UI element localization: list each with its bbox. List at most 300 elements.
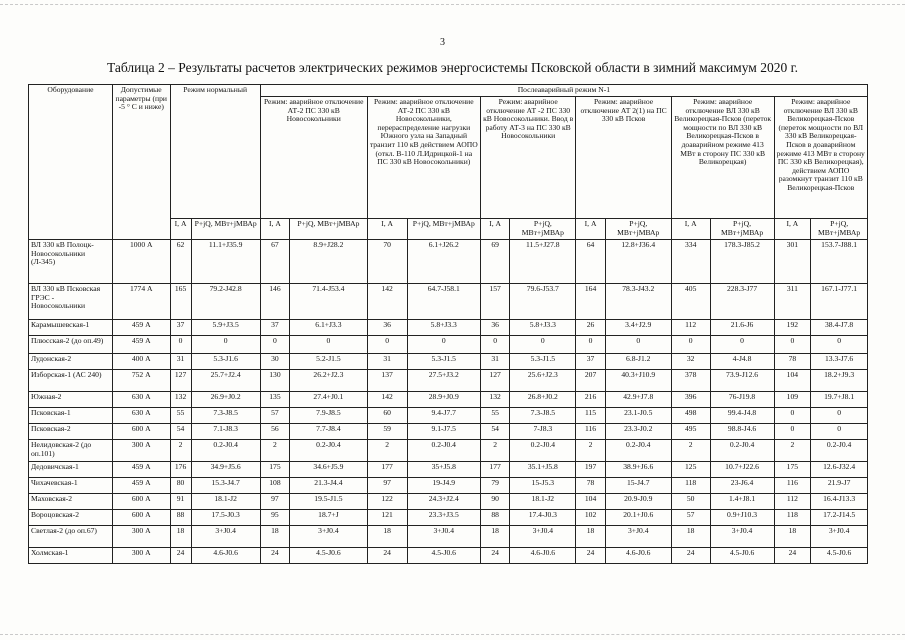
table-row	[29, 370, 868, 392]
current-value: 177	[480, 462, 509, 478]
header-allowed-params: Допустимые параметры (при -5 ° С и ниже)	[112, 85, 170, 240]
power-value: 0	[510, 336, 576, 354]
equipment-name: Нелидовская-2 (до оп.101)	[29, 440, 113, 462]
current-value: 495	[671, 424, 710, 440]
current-value: 78	[576, 478, 605, 494]
header-equipment: Оборудование	[29, 85, 113, 240]
power-value: 153.7-J88.1	[811, 240, 868, 284]
power-value: 5.3-J1.5	[407, 354, 480, 370]
power-value: 27.4+J0.1	[290, 392, 368, 408]
equipment-name: Холмская-1	[29, 548, 113, 564]
allowed-current: 600 А	[112, 510, 170, 526]
current-value: 97	[260, 494, 289, 510]
current-value: 125	[671, 462, 710, 478]
table-row	[29, 510, 868, 526]
power-value: 4.5-J0.6	[710, 548, 774, 564]
current-value: 177	[367, 462, 407, 478]
allowed-current: 630 А	[112, 408, 170, 424]
current-value: 137	[367, 370, 407, 392]
power-value: 4.5-J0.6	[407, 548, 480, 564]
current-value: 311	[774, 284, 811, 320]
power-value: 11.5+J27.8	[510, 240, 576, 284]
current-value: 60	[367, 408, 407, 424]
power-value: 16.4-J13.3	[811, 494, 868, 510]
power-value: 5.9+J3.5	[191, 320, 260, 336]
current-value: 50	[671, 494, 710, 510]
power-value: 3+J0.4	[191, 526, 260, 548]
power-value: 3+J0.4	[407, 526, 480, 548]
current-value: 0	[774, 336, 811, 354]
power-value: 38.9+J6.6	[605, 462, 671, 478]
current-value: 216	[576, 392, 605, 408]
current-value: 2	[576, 440, 605, 462]
header-mode-3: Режим: аварийное отключение АТ -2 ПС 330 кВ Новосокольники. Ввод в работу АТ-3 на ПС 330 кВ Новосокольники	[480, 97, 575, 219]
power-value: 0	[290, 336, 368, 354]
current-value: 26	[576, 320, 605, 336]
equipment-name: Чихачевская-1	[29, 478, 113, 494]
current-value: 142	[367, 392, 407, 408]
current-value: 18	[576, 526, 605, 548]
unit-power: P+jQ, МВт+jМВАр	[605, 219, 671, 240]
unit-current: I, А	[260, 219, 289, 240]
power-value: 18.1-J2	[510, 494, 576, 510]
current-value: 207	[576, 370, 605, 392]
table-body	[29, 240, 868, 564]
current-value: 165	[170, 284, 191, 320]
current-value: 112	[671, 320, 710, 336]
current-value: 0	[576, 336, 605, 354]
current-value: 18	[170, 526, 191, 548]
unit-current: I, А	[367, 219, 407, 240]
power-value: 73.9-J12.6	[710, 370, 774, 392]
equipment-name: Лудонская-2	[29, 354, 113, 370]
current-value: 122	[367, 494, 407, 510]
power-value: 0.9+J10.3	[710, 510, 774, 526]
power-value: 3+J0.4	[510, 526, 576, 548]
power-value: 7.3-J8.5	[191, 408, 260, 424]
equipment-name: Светлая-2 (до оп.67)	[29, 526, 113, 548]
current-value: 104	[576, 494, 605, 510]
current-value: 157	[480, 284, 509, 320]
current-value: 175	[774, 462, 811, 478]
current-value: 176	[170, 462, 191, 478]
current-value: 498	[671, 408, 710, 424]
equipment-name: Маховская-2	[29, 494, 113, 510]
allowed-current: 459 А	[112, 478, 170, 494]
allowed-current: 459 А	[112, 320, 170, 336]
table-row	[29, 440, 868, 462]
current-value: 80	[170, 478, 191, 494]
equipment-name: Вороцовская-2	[29, 510, 113, 526]
power-value: 4.5-J0.6	[811, 548, 868, 564]
current-value: 102	[576, 510, 605, 526]
allowed-current: 459 А	[112, 462, 170, 478]
header-mode-2: Режим: аварийное отключение АТ-2 ПС 330 кВ Новосокольники, перераспределение нагрузки Южного узла на Западный транзит 110 кВ действием АОПО (откл. В-110 Л.Идрицкой-1 на ПС 330 кВ Новосокольники)	[367, 97, 480, 219]
table-row	[29, 526, 868, 548]
power-value: 19.7+J8.1	[811, 392, 868, 408]
table-row	[29, 424, 868, 440]
current-value: 0	[260, 336, 289, 354]
current-value: 0	[480, 336, 509, 354]
power-value: 64.7-J58.1	[407, 284, 480, 320]
power-value: 0	[191, 336, 260, 354]
current-value: 112	[774, 494, 811, 510]
allowed-current: 1000 А	[112, 240, 170, 284]
current-value: 90	[480, 494, 509, 510]
current-value: 164	[576, 284, 605, 320]
current-value: 70	[367, 240, 407, 284]
power-value: 6.1+J3.3	[290, 320, 368, 336]
current-value: 24	[170, 548, 191, 564]
current-value: 31	[367, 354, 407, 370]
power-value: 4.6-J0.6	[510, 548, 576, 564]
power-value: 23-J6.4	[710, 478, 774, 494]
current-value: 132	[480, 392, 509, 408]
table-row	[29, 354, 868, 370]
table-row	[29, 240, 868, 284]
current-value: 57	[671, 510, 710, 526]
current-value: 88	[170, 510, 191, 526]
unit-power: P+jQ, МВт+jМВАр	[290, 219, 368, 240]
power-value: 18.1-J2	[191, 494, 260, 510]
equipment-name: ВЛ 330 кВ Псковская ГРЭС - Новосокольники	[29, 284, 113, 320]
unit-current: I, А	[671, 219, 710, 240]
power-value: 98.8-J4.6	[710, 424, 774, 440]
table-row	[29, 320, 868, 336]
power-value: 0	[605, 336, 671, 354]
header-mode-6: Режим: аварийное отключение ВЛ 330 кВ Великорецкая-Псков (переток мощности по ВЛ 330 кВ Великорецкая-Псков в доаварийном режиме 413 МВт в сторону ПС 330 кВ Великорецкая), действием АОПО разомкнут транзит 110 кВ Великорецкая-Псков	[774, 97, 867, 219]
current-value: 31	[480, 354, 509, 370]
power-value: 0.2-J0.4	[290, 440, 368, 462]
current-value: 36	[480, 320, 509, 336]
current-value: 24	[367, 548, 407, 564]
current-value: 37	[260, 320, 289, 336]
power-value: 13.3-J7.6	[811, 354, 868, 370]
equipment-name: Южная-2	[29, 392, 113, 408]
current-value: 79	[480, 478, 509, 494]
power-value: 0	[710, 336, 774, 354]
table-row	[29, 392, 868, 408]
power-value: 4.6-J0.6	[191, 548, 260, 564]
power-value: 5.2-J1.5	[290, 354, 368, 370]
power-value: 42.9+J7.8	[605, 392, 671, 408]
equipment-name: Карамышевская-1	[29, 320, 113, 336]
top-border-line	[0, 4, 905, 5]
power-value: 5.8+J3.3	[407, 320, 480, 336]
current-value: 55	[480, 408, 509, 424]
current-value: 108	[260, 478, 289, 494]
header-mode-4: Режим: аварийное отключение АТ 2(1) на ПС 330 кВ Псков	[576, 97, 671, 219]
current-value: 67	[260, 240, 289, 284]
equipment-name: Псковская-2	[29, 424, 113, 440]
current-value: 55	[170, 408, 191, 424]
power-value: 25.7+J2.4	[191, 370, 260, 392]
allowed-current: 300 А	[112, 526, 170, 548]
allowed-current: 600 А	[112, 494, 170, 510]
power-value: 7.7-J8.4	[290, 424, 368, 440]
power-value: 7.9-J8.5	[290, 408, 368, 424]
power-value: 15-J5.3	[510, 478, 576, 494]
unit-current: I, А	[170, 219, 191, 240]
allowed-current: 600 А	[112, 424, 170, 440]
current-value: 24	[480, 548, 509, 564]
current-value: 109	[774, 392, 811, 408]
power-value: 0.2-J0.4	[407, 440, 480, 462]
current-value: 132	[170, 392, 191, 408]
power-value: 167.1-J77.1	[811, 284, 868, 320]
current-value: 18	[774, 526, 811, 548]
power-value: 0.2-J0.4	[510, 440, 576, 462]
current-value: 0	[774, 408, 811, 424]
power-value: 9.1-J7.5	[407, 424, 480, 440]
current-value: 78	[774, 354, 811, 370]
table-title: Таблица 2 – Результаты расчетов электрических режимов энергосистемы Псковской области в зимний максимум 2020 г.	[107, 60, 798, 75]
current-value: 2	[774, 440, 811, 462]
current-value: 116	[774, 478, 811, 494]
current-value: 301	[774, 240, 811, 284]
allowed-current: 752 А	[112, 370, 170, 392]
power-value: 0	[407, 336, 480, 354]
power-value: 40.3+J10.9	[605, 370, 671, 392]
table-row	[29, 478, 868, 494]
power-value: 19.5-J1.5	[290, 494, 368, 510]
power-value: 21.9-J7	[811, 478, 868, 494]
unit-power: P+jQ, МВт+jМВАр	[510, 219, 576, 240]
current-value: 36	[367, 320, 407, 336]
table-row	[29, 548, 868, 564]
current-value: 116	[576, 424, 605, 440]
power-value: 5.3-J1.6	[191, 354, 260, 370]
unit-current: I, А	[480, 219, 509, 240]
allowed-current: 459 А	[112, 336, 170, 354]
power-value: 3+J0.4	[710, 526, 774, 548]
power-value: 7.3-J8.5	[510, 408, 576, 424]
table-row	[29, 462, 868, 478]
power-value: 3+J0.4	[290, 526, 368, 548]
power-value: 71.4-J53.4	[290, 284, 368, 320]
current-value: 2	[367, 440, 407, 462]
power-value: 5.8+J3.3	[510, 320, 576, 336]
current-value: 378	[671, 370, 710, 392]
power-value: 0	[811, 424, 868, 440]
current-value: 192	[774, 320, 811, 336]
power-value: 21.6-J6	[710, 320, 774, 336]
power-value: 19-J4.9	[407, 478, 480, 494]
power-value: 79.2-J42.8	[191, 284, 260, 320]
power-value: 12.6-J32.4	[811, 462, 868, 478]
unit-power: P+jQ, МВт+jМВАр	[191, 219, 260, 240]
power-value: 1.4+J8.1	[710, 494, 774, 510]
power-value: 12.8+J36.4	[605, 240, 671, 284]
power-value: 7.1-J8.3	[191, 424, 260, 440]
current-value: 2	[170, 440, 191, 462]
table-row	[29, 494, 868, 510]
power-value: 17.2-J14.5	[811, 510, 868, 526]
power-value: 26.9+J0.2	[191, 392, 260, 408]
power-value: 5.3-J1.5	[510, 354, 576, 370]
current-value: 175	[260, 462, 289, 478]
power-value: 79.6-J53.7	[510, 284, 576, 320]
power-value: 34.9+J5.6	[191, 462, 260, 478]
current-value: 54	[480, 424, 509, 440]
current-value: 130	[260, 370, 289, 392]
current-value: 0	[671, 336, 710, 354]
header-post-fault-mode: Послеаварийный режим N-1	[260, 85, 867, 97]
current-value: 0	[367, 336, 407, 354]
power-value: 26.2+J2.3	[290, 370, 368, 392]
current-value: 2	[260, 440, 289, 462]
power-value: 15-J4.7	[605, 478, 671, 494]
current-value: 62	[170, 240, 191, 284]
power-value: 27.5+J3.2	[407, 370, 480, 392]
power-value: 178.3-J85.2	[710, 240, 774, 284]
allowed-current: 1774 А	[112, 284, 170, 320]
current-value: 135	[260, 392, 289, 408]
current-value: 118	[671, 478, 710, 494]
current-value: 57	[260, 408, 289, 424]
current-value: 18	[480, 526, 509, 548]
current-value: 88	[480, 510, 509, 526]
power-value: 28.9+J0.9	[407, 392, 480, 408]
current-value: 121	[367, 510, 407, 526]
equipment-name: Плюсская-2 (до оп.49)	[29, 336, 113, 354]
power-value: 26.8+J0.2	[510, 392, 576, 408]
power-value: 11.1+J35.9	[191, 240, 260, 284]
power-value: 21.3-J4.4	[290, 478, 368, 494]
power-value: 4.5-J0.6	[290, 548, 368, 564]
power-value: 0.2-J0.4	[811, 440, 868, 462]
current-value: 24	[576, 548, 605, 564]
power-value: 228.3-J77	[710, 284, 774, 320]
table-row	[29, 336, 868, 354]
equipment-name: Псковская-1	[29, 408, 113, 424]
current-value: 18	[367, 526, 407, 548]
current-value: 405	[671, 284, 710, 320]
current-value: 18	[671, 526, 710, 548]
current-value: 18	[260, 526, 289, 548]
equipment-name: Изборская-1 (АС 240)	[29, 370, 113, 392]
unit-power: P+jQ, МВт+jМВАр	[407, 219, 480, 240]
power-value: 34.6+J5.9	[290, 462, 368, 478]
power-value: 17.5-J0.3	[191, 510, 260, 526]
power-value: 9.4-J7.7	[407, 408, 480, 424]
power-value: 0.2-J0.4	[710, 440, 774, 462]
power-value: 24.3+J2.4	[407, 494, 480, 510]
table-row	[29, 408, 868, 424]
current-value: 118	[774, 510, 811, 526]
table-row	[29, 284, 868, 320]
current-value: 95	[260, 510, 289, 526]
current-value: 56	[260, 424, 289, 440]
current-value: 31	[170, 354, 191, 370]
unit-power: P+jQ, МВт+jМВАр	[710, 219, 774, 240]
power-value: 35.1+J5.8	[510, 462, 576, 478]
current-value: 127	[480, 370, 509, 392]
current-value: 37	[170, 320, 191, 336]
current-value: 115	[576, 408, 605, 424]
current-value: 146	[260, 284, 289, 320]
header-mode-1: Режим: аварийное отключение АТ-2 ПС 330 кВ Новосокольники	[260, 97, 367, 219]
current-value: 97	[367, 478, 407, 494]
power-value: 20.1+J0.6	[605, 510, 671, 526]
power-value: 6.1+J26.2	[407, 240, 480, 284]
results-table	[28, 84, 868, 564]
current-value: 37	[576, 354, 605, 370]
header-mode-5: Режим: аварийное отключение ВЛ 330 кВ Великорецкая-Псков (переток мощности по ВЛ 330 кВ Великорецкая-Псков в доаварийном режиме 413 МВт в сторону ПС 330 кВ Великорецкая)	[671, 97, 774, 219]
power-value: 0.2-J0.4	[191, 440, 260, 462]
current-value: 396	[671, 392, 710, 408]
power-value: 3+J0.4	[605, 526, 671, 548]
current-value: 32	[671, 354, 710, 370]
current-value: 64	[576, 240, 605, 284]
power-value: 8.9+J28.2	[290, 240, 368, 284]
current-value: 69	[480, 240, 509, 284]
unit-current: I, А	[576, 219, 605, 240]
current-value: 104	[774, 370, 811, 392]
current-value: 24	[260, 548, 289, 564]
allowed-current: 300 А	[112, 440, 170, 462]
power-value: 18.2+J9.3	[811, 370, 868, 392]
power-value: 6.8-J1.2	[605, 354, 671, 370]
allowed-current: 400 А	[112, 354, 170, 370]
power-value: 18.7+J	[290, 510, 368, 526]
power-value: 3.4+J2.9	[605, 320, 671, 336]
power-value: 4.6-J0.6	[605, 548, 671, 564]
current-value: 0	[170, 336, 191, 354]
unit-current: I, А	[774, 219, 811, 240]
power-value: 25.6+J2.3	[510, 370, 576, 392]
current-value: 24	[774, 548, 811, 564]
current-value: 2	[480, 440, 509, 462]
page-number: 3	[440, 37, 445, 48]
power-value: 10.7+J22.6	[710, 462, 774, 478]
current-value: 0	[774, 424, 811, 440]
current-value: 54	[170, 424, 191, 440]
power-value: 23.1-J0.5	[605, 408, 671, 424]
header-normal-mode: Режим нормальный	[170, 85, 260, 219]
power-value: 0.2-J0.4	[605, 440, 671, 462]
current-value: 2	[671, 440, 710, 462]
power-value: 99.4-J4.8	[710, 408, 774, 424]
power-value: 76-J19.8	[710, 392, 774, 408]
current-value: 197	[576, 462, 605, 478]
power-value: 78.3-J43.2	[605, 284, 671, 320]
current-value: 142	[367, 284, 407, 320]
power-value: 0	[811, 408, 868, 424]
power-value: 7-J8.3	[510, 424, 576, 440]
allowed-current: 630 А	[112, 392, 170, 408]
power-value: 23.3+J3.5	[407, 510, 480, 526]
power-value: 15.3-J4.7	[191, 478, 260, 494]
power-value: 17.4-J0.3	[510, 510, 576, 526]
power-value: 0	[811, 336, 868, 354]
current-value: 59	[367, 424, 407, 440]
allowed-current: 300 А	[112, 548, 170, 564]
current-value: 91	[170, 494, 191, 510]
current-value: 334	[671, 240, 710, 284]
equipment-name: Дедовичская-1	[29, 462, 113, 478]
current-value: 24	[671, 548, 710, 564]
equipment-name: ВЛ 330 кВ Полоцк-Новосокольники (Л-345)	[29, 240, 113, 284]
bottom-border-line	[0, 634, 905, 635]
power-value: 4-J4.8	[710, 354, 774, 370]
power-value: 23.3-J0.2	[605, 424, 671, 440]
power-value: 35+J5.8	[407, 462, 480, 478]
current-value: 30	[260, 354, 289, 370]
power-value: 38.4-J7.8	[811, 320, 868, 336]
power-value: 3+J0.4	[811, 526, 868, 548]
unit-power: P+jQ, МВт+jМВАр	[811, 219, 868, 240]
